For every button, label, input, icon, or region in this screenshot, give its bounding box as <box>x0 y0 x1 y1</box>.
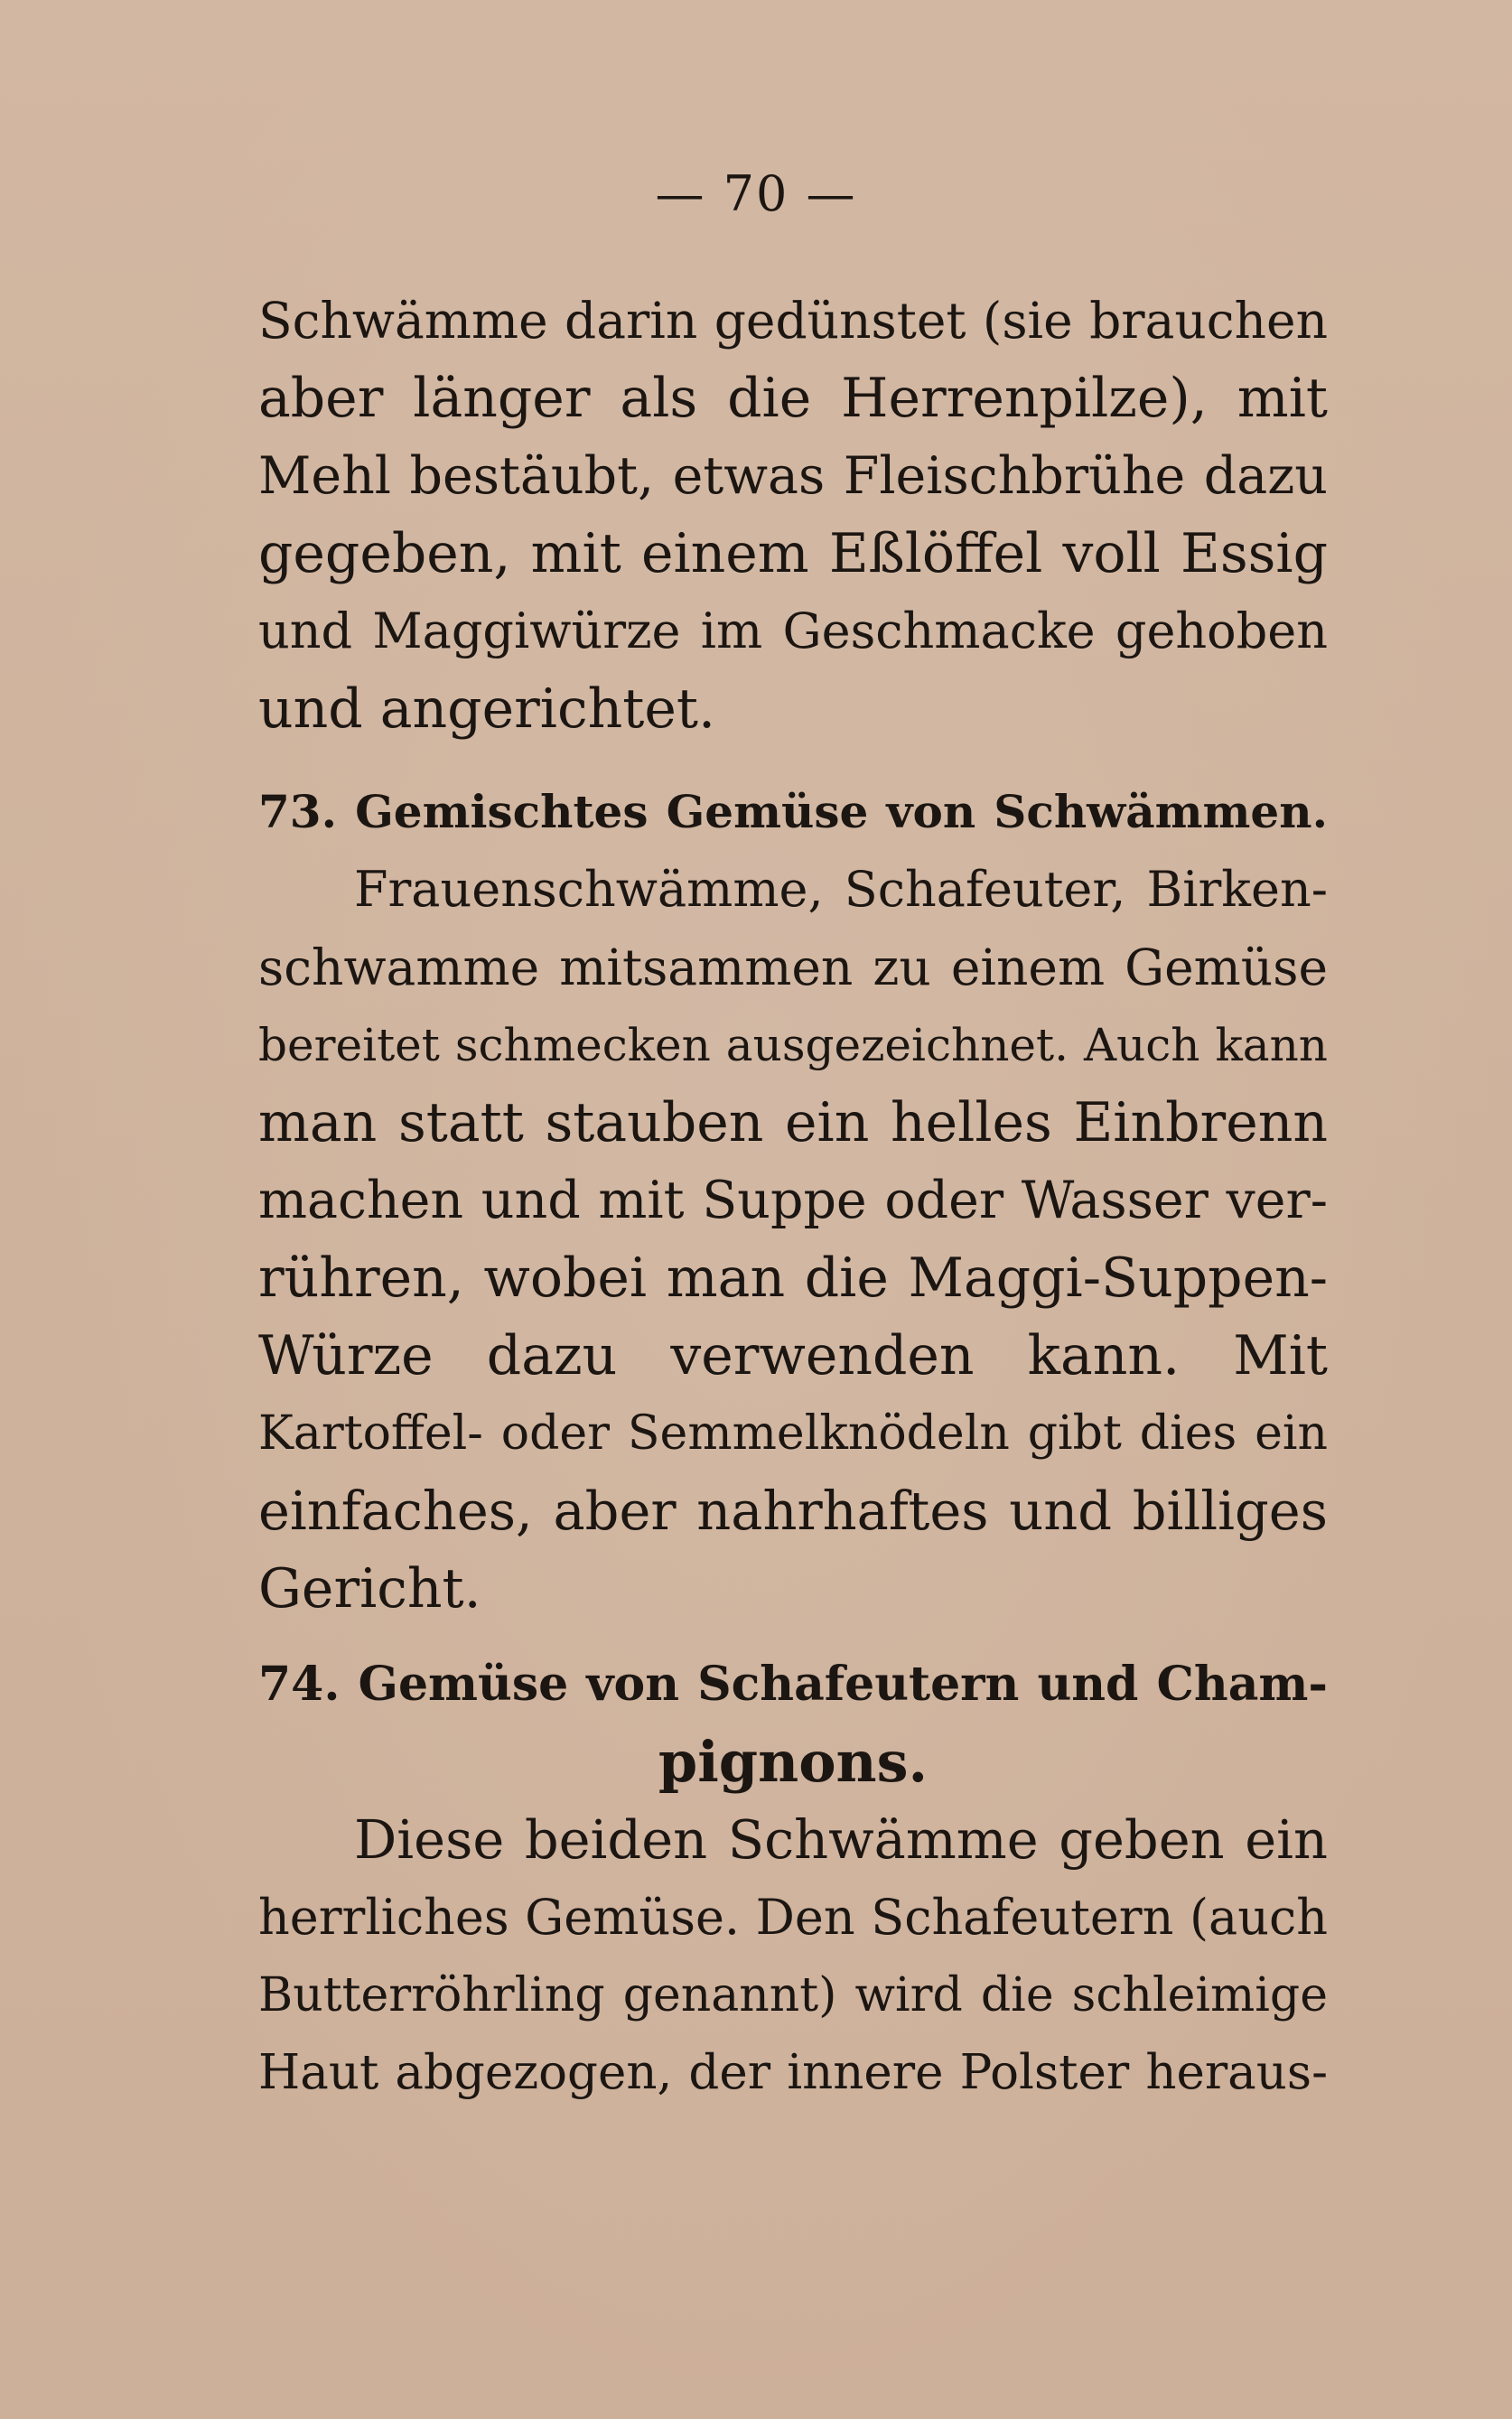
text-line: und Maggiwürze im Geschmacke gehoben <box>258 602 1328 659</box>
text-line: gegeben, mit einem Eßlöffel voll Essig <box>258 522 1328 585</box>
text-line: Würze dazu verwenden kann. Mit <box>258 1324 1328 1387</box>
recipe-73 <box>258 773 1328 1628</box>
text-line: rühren, wobei man die Maggi-Suppen- <box>258 1247 1328 1310</box>
text-line: Diese beiden Schwämme geben ein <box>354 1808 1328 1871</box>
text-line: und angerichtet. <box>258 677 716 741</box>
text-line: aber länger als die Herrenpilze), mit <box>258 367 1328 430</box>
text-line: bereitet schmecken ausgezeichnet. Auch kann <box>258 1019 1328 1071</box>
text-line: Kartoffel- oder Semmelknödeln gibt dies ein <box>258 1406 1328 1461</box>
recipe-heading: 73. Gemischtes Gemüse von Schwämmen. <box>258 785 1328 838</box>
recipe-heading: 74. Gemüse von Schafeutern und Cham- <box>258 1657 1328 1712</box>
recipe-heading-continuation: pignons. <box>658 1729 929 1795</box>
text-line: Gericht. <box>258 1557 481 1620</box>
text-line: Haut abgezogen, der innere Polster heraus- <box>258 2045 1328 2100</box>
text-line: Schwämme darin gedünstet (sie brauchen <box>258 292 1328 350</box>
text-line: machen und mit Suppe oder Wasser ver- <box>258 1171 1328 1230</box>
continuation-paragraph <box>258 282 1328 748</box>
text-line: schwamme mitsammen zu einem Gemüse <box>258 939 1328 996</box>
text-line: man statt stauben ein helles Einbrenn <box>258 1091 1328 1154</box>
text-line: einfaches, aber nahrhaftes und billiges <box>258 1480 1328 1542</box>
text-line: Butterröhrling genannt) wird die schleimige <box>258 1968 1328 2022</box>
text-line: Mehl bestäubt, etwas Fleischbrühe dazu <box>258 446 1328 506</box>
text-line: Frauenschwämme, Schafeuter, Birken- <box>354 861 1328 918</box>
text-line: herrliches Gemüse. Den Schafeutern (auch <box>258 1889 1328 1946</box>
page-number: — 70 — <box>655 165 857 222</box>
recipe-74 <box>258 1646 1328 2112</box>
